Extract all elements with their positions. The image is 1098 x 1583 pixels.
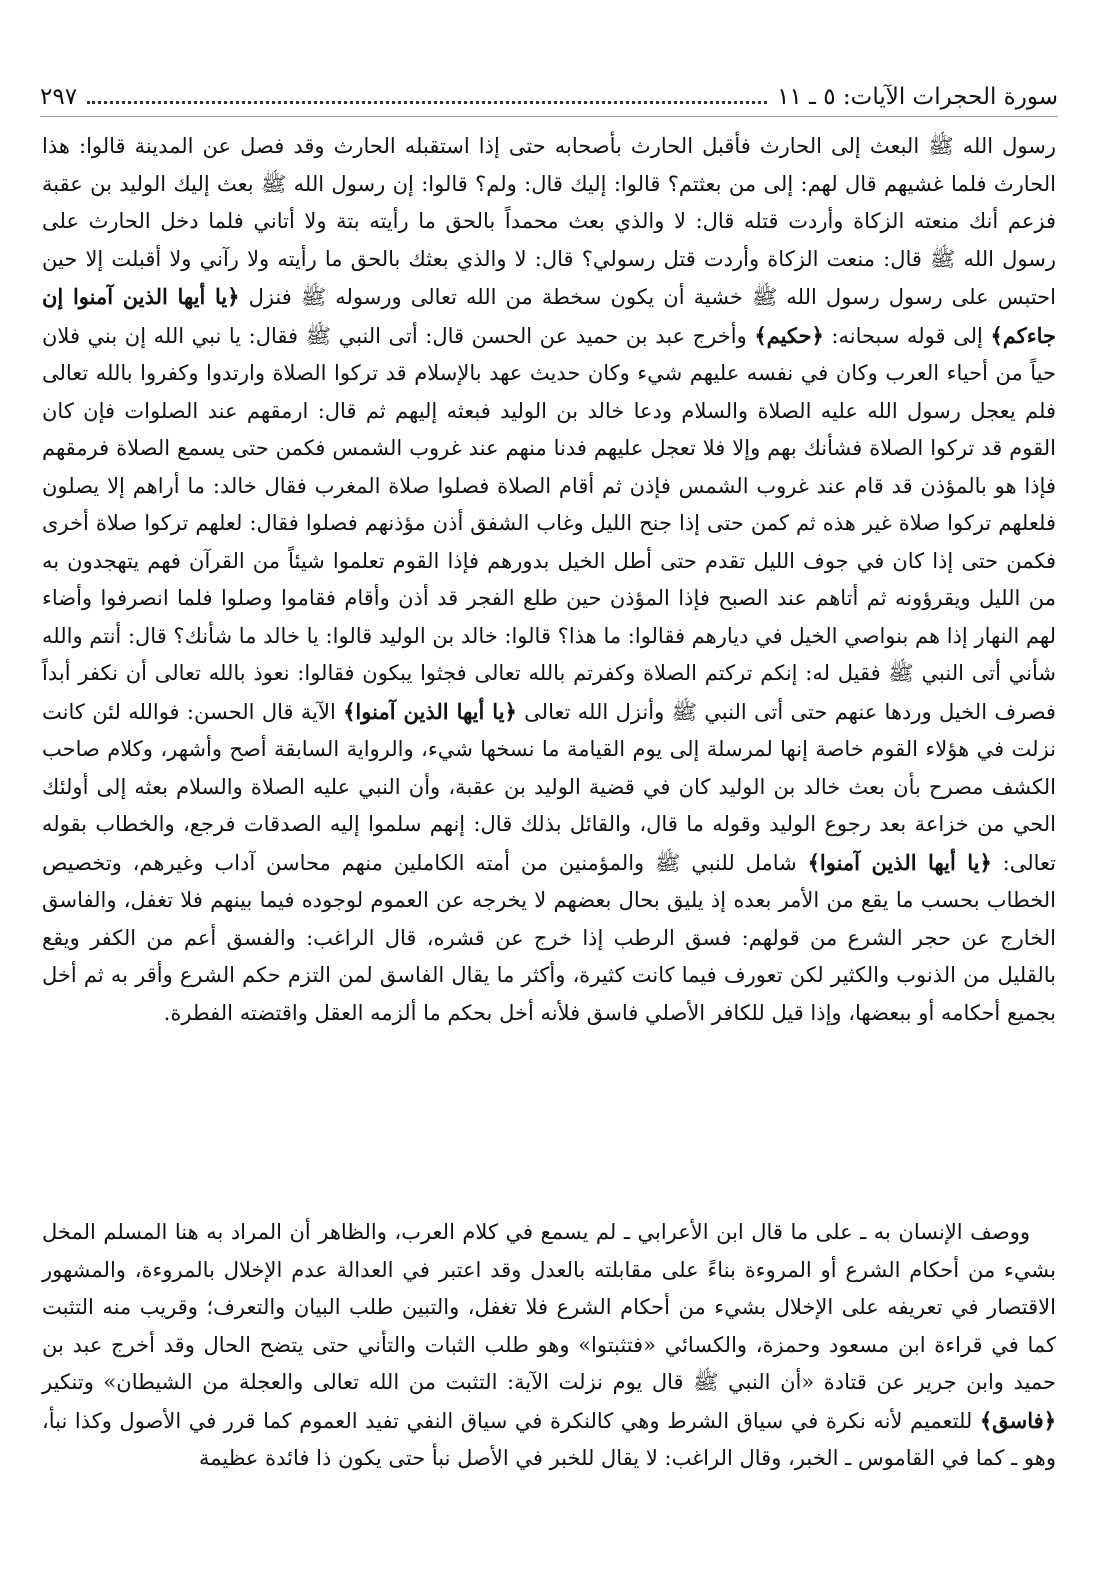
body-paragraph-2: [42, 1214, 1056, 1478]
text-run: رسول الله ﷺ البعث إلى الحارث فأقبل الحارث بأصحابه حتى إذا استقبله الحارث وقد فصل عن المدينة قالوا: هذا الحارث فلما غشيهم قال لهم: إلى من بعثتم؟ قالوا: إليك قال: ولم؟ قالوا: إن رسول الله ﷺ بعث إليك الوليد بن عقبة فزعم أنك منعته الزكاة وأردت قتله قال: لا والذي بعث محمداً بالحق ما رأيته بتة ولا أتاني فلما دخل الحارث على رسول الله ﷺ قال: منعت الزكاة وأردت قتل رسولي؟ قال: لا والذي بعثك بالحق ما رأيته ولا رآني ولا أقبلت إلا حين احتبس على رسول رسول الله ﷺ خشية أن يكون سخطة من الله تعالى ورسوله ﷺ فنزل: [42, 134, 1056, 309]
quran-quote: ﴿فاسق﴾: [979, 1407, 1056, 1433]
page-number: ٢٩٧: [40, 84, 78, 110]
header-rule: [40, 116, 1058, 117]
running-header: [40, 76, 1058, 112]
text-run: وأخرج عبد بن حميد عن الحسن قال: أتى النبي ﷺ فقال: يا نبي الله إن بني فلان حياً من أحياء العرب وكان في نفسه عليهم شيء وكان حديث عهد بالإسلام قد تركوا الصلاة وارتدوا وكفروا بالله تعالى فلم يعجل رسول الله عليه الصلاة والسلام ودعا خالد بن الوليد فبعثه إليهم ثم قال: ارمقهم عند الصلوات فإن كان القوم قد تركوا الصلاة فشأنك بهم وإلا فلا تعجل عليهم فدنا منهم عند غروب الشمس فكمن حتى يسمع الصلاة فرمقهم فإذا هو بالمؤذن قد قام عند غروب الشمس فإذن ثم أقام الصلاة فصلوا صلاة المغرب فقال خالد: ما أراهم إلا يصلون فلعلهم تركوا صلاة غير هذه ثم كمن حتى إذا جنح الليل وغاب الشفق أذن مؤذنهم فصلوا فقال: لعلهم تركوا صلاة أخرى فكمن حتى إذا كان في جوف الليل تقدم حتى أطل الخيل بدورهم فإذا القوم تعلموا شيئاً من القرآن فهم يتهجدون به من الليل ويقرؤونه ثم أتاهم عند الصبح فإذا المؤذن حين طلع الفجر قد أذن وأقام فقاموا وصلوا فلما انصرفوا وأضاء لهم النهار إذا هم بنواصي الخيل في ديارهم فقالوا: ما هذا؟ قالوا: خالد بن الوليد قالوا: يا خالد ما شأنك؟ قال: أنتم والله شأني أتى النبي ﷺ فقيل له: إنكم تركتم الصلاة وكفرتم بالله تعالى فجثوا يبكون فقالوا: نعوذ بالله تعالى أن نكفر أبداً فصرف الخيل وردها عنهم حتى أتى النبي ﷺ وأنزل الله تعالى: [42, 323, 1056, 724]
surah-title: سورة الحجرات الآيات: ٥ ـ ١١: [777, 84, 1058, 110]
quran-quote: ﴿حكيم﴾: [754, 322, 824, 348]
quran-quote: ﴿يا أيها الذين آمنوا﴾: [343, 698, 517, 724]
text-run: للتعميم لأنه نكرة في سياق الشرط وهي كالنكرة في سياق النفي تفيد العموم كما قرر في الأصول وكذا نبأ، وهو ـ كما في القاموس ـ الخبر، وقال الراغب: لا يقال للخبر في الأصل نبأ حتى يكون ذا فائدة عظيمة: [42, 1408, 1056, 1470]
text-run: شامل للنبي ﷺ والمؤمنين من أمته الكاملين منهم محاسن آداب وغيرهم، وتخصيص الخطاب بحسب ما يقع من الأمر بعده إذ يليق بحال بعضهم لا يخرجه عن العموم لوجوده فيما بينهم فلا تغفل، والفاسق الخارج عن حجر الشرع من قولهم: فسق الرطب إذا خرج عن قشره، قال الراغب: والفسق أعم من الكفر ويقع بالقليل من الذنوب والكثير لكن تعورف فيما كانت كثيرة، وأكثر ما يقال الفاسق لمن التزم حكم الشرع وأقر به ثم أخل بجميع أحكامه أو ببعضها، وإذا قيل للكافر الأصلي فاسق فلأنه أخل بحكم ما ألزمه العقل واقتضته الفطرة.: [42, 850, 1056, 1025]
quran-quote: ﴿يا أيها الذين آمنوا إن جاءكم﴾: [42, 284, 1056, 348]
quran-quote: ﴿يا أيها الذين آمنوا﴾: [807, 849, 992, 875]
body-paragraph-1: [42, 128, 1056, 1032]
text-run: إلى قوله سبحانه:: [823, 323, 991, 348]
text-run: الآية قال الحسن: فوالله لئن كانت نزلت في هؤلاء القوم خاصة إنها لمرسلة إلى يوم القيامة ما نسخها شيء، والرواية السابقة أصح وأشهر، وكلام صاحب الكشف مصرح بأن بعث خالد بن الوليد كان في قضية الوليد بن عقبة، وأن النبي عليه الصلاة والسلام بعثه إلى أولئك الحي من خزاعة بعد رجوع الوليد وقوله ما قال، والقائل بذلك قال: إنهم سلموا إليه الصدقات فرجع، والخطاب بقوله تعالى:: [42, 699, 1057, 875]
text-run: ووصف الإنسان به ـ على ما قال ابن الأعرابي ـ لم يسمع في كلام العرب، والظاهر أن المراد به هنا المسلم المخل بشيء من أحكام الشرع أو المروءة بناءً على مقابلته بالعدل وقد اعتبر في العدالة عدم الإخلال بالمروءة، والمشهور الاقتصار في تعريفه على الإخلال بشيء من أحكام الشرع فلا تغفل، والتبين طلب البيان والتعرف؛ وقريب منه التثبت كما في قراءة ابن مسعود وحمزة، والكسائي «فتثبتوا» وهو طلب الثبات والتأني حتى يتضح الحال وقد أخرج عبد بن حميد وابن جرير عن قتادة «أن النبي ﷺ قال يوم نزلت الآية: التثبت من الله تعالى والعجلة من الشيطان» وتنكير: [42, 1220, 1056, 1394]
leader-dots: [87, 101, 767, 104]
